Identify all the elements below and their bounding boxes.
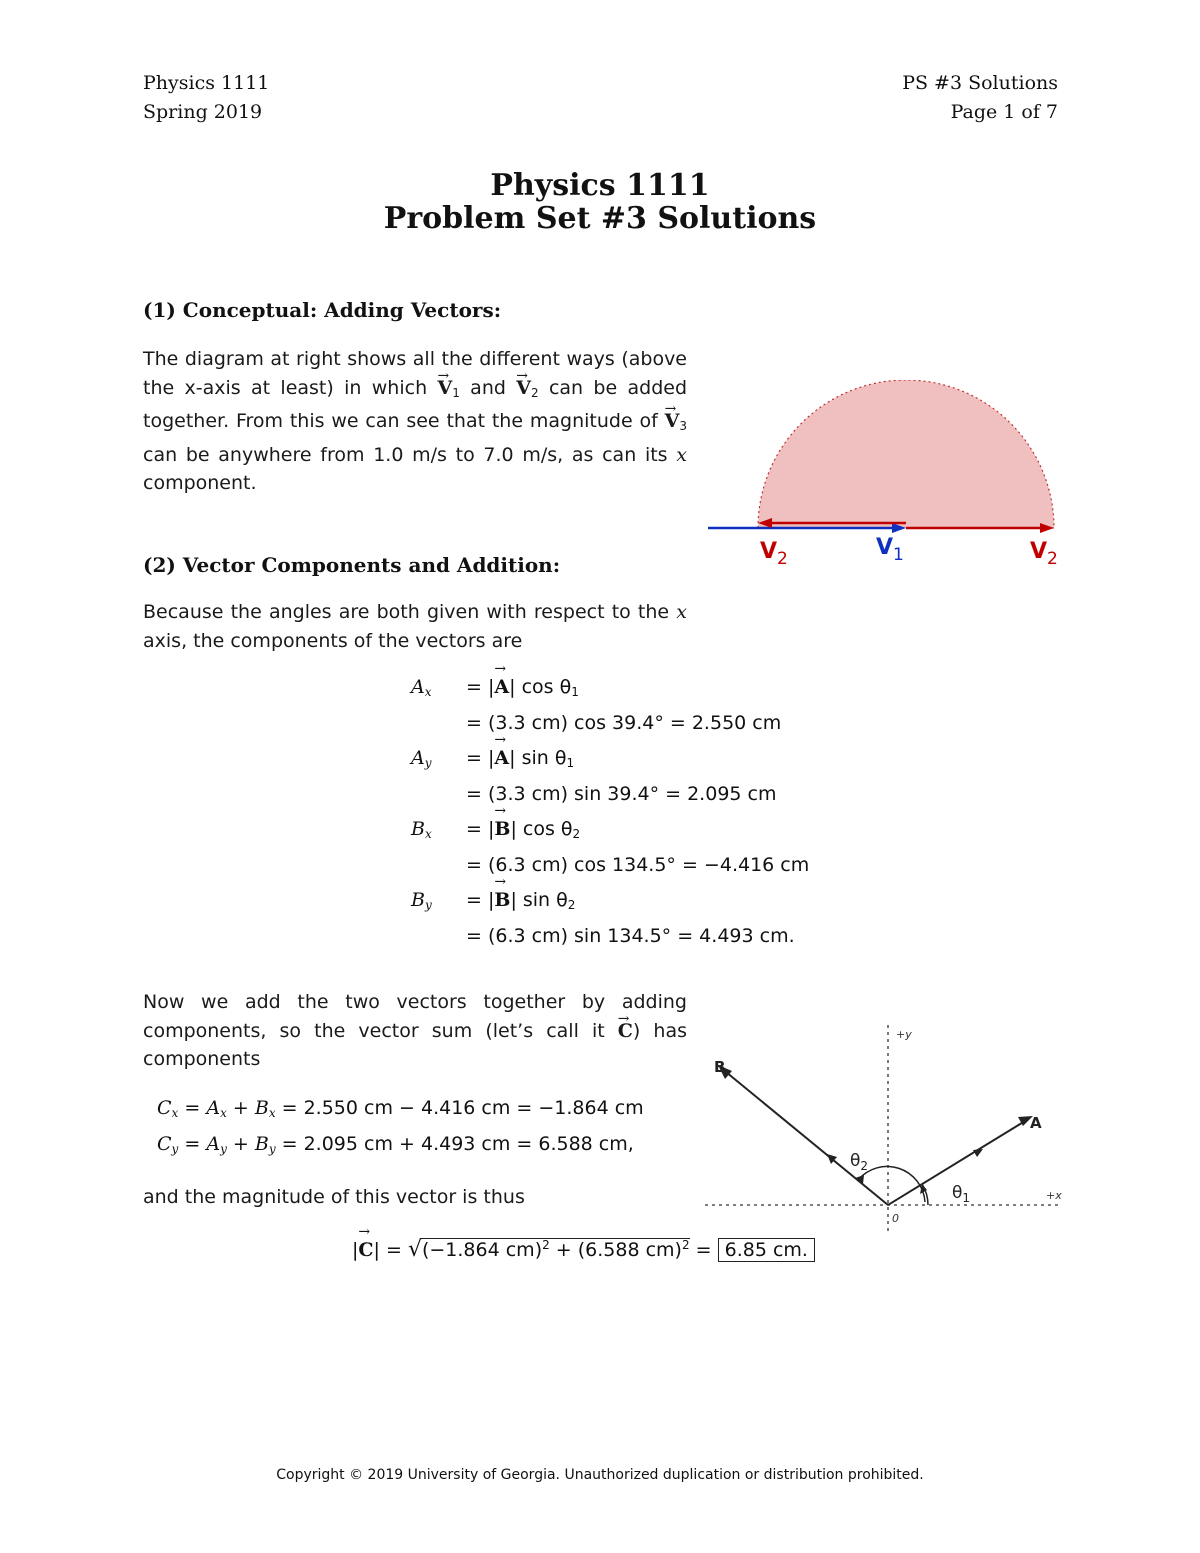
s1-text-d: can be anywhere from 1.0 m/s to 7.0 m/s, as can its	[143, 443, 677, 466]
vector-v2	[516, 377, 531, 399]
s1-text-e: component.	[143, 472, 257, 494]
page-title	[0, 169, 1200, 235]
title-line-1: Physics 1111	[490, 168, 710, 203]
magnitude-intro: and the magnitude of this vector is thus	[143, 1186, 525, 1208]
sqrt-sign: √	[407, 1237, 422, 1262]
components-diagram	[700, 1020, 1070, 1240]
copyright-footer: Copyright © 2019 University of Georgia. Unauthorized duplication or distribution prohibited.	[276, 1467, 924, 1483]
label-plus-x: +x	[1046, 1189, 1062, 1202]
v1-letter: V	[437, 376, 453, 399]
vector-b-line	[726, 1072, 888, 1205]
label-a: A	[1030, 1114, 1042, 1132]
label-v2-right: $V_2$	[1030, 539, 1058, 569]
s1-text-b: and	[459, 376, 517, 399]
title-line-2: Problem Set #3 Solutions	[383, 201, 817, 236]
section-2-text	[143, 598, 687, 655]
vector-addition-diagram	[700, 380, 1070, 580]
doc-title: PS #3 Solutions	[902, 72, 1058, 94]
label-v2-left: $V_2$	[760, 539, 788, 569]
vector-v1	[437, 377, 452, 399]
eq-cx: $C_x = A_x + B_x = 2.550$ cm − 4.416 cm = −1.864 cm	[157, 1097, 644, 1120]
page-number: Page 1 of 7	[950, 101, 1058, 123]
v2-sub: 2	[531, 385, 539, 400]
x-symbol-2: x	[676, 601, 687, 623]
eq-cy: $C_y = A_y + B_y = 2.095$ cm + 4.493 cm = 6.588 cm,	[157, 1133, 634, 1156]
c-letter: C	[617, 1019, 633, 1042]
s2-text-b: axis, the components of the vectors are	[143, 629, 523, 652]
section-1-text	[143, 345, 687, 498]
label-origin: 0	[892, 1212, 899, 1225]
s1-text-a: The diagram at right shows all the different ways (above the x-axis at least) in which	[143, 348, 687, 399]
section-2-heading: (2) Vector Components and Addition:	[143, 553, 561, 577]
header-right	[902, 69, 1058, 127]
theta2-arc	[858, 1166, 925, 1202]
label-theta1: $\theta_1$	[952, 1183, 971, 1205]
header-left	[143, 69, 269, 127]
label-b: B	[714, 1058, 726, 1076]
x-symbol: x	[676, 443, 687, 466]
label-v1: $V_1$	[876, 535, 904, 565]
section-1-heading: (1) Conceptual: Adding Vectors:	[143, 298, 502, 322]
term: Spring 2019	[143, 101, 263, 123]
v1-sub: 1	[452, 385, 460, 400]
vector-sum-text	[143, 988, 687, 1074]
label-theta2: $\theta_2$	[850, 1151, 869, 1173]
v2-letter: V	[516, 376, 531, 399]
label-plus-y: +y	[896, 1028, 912, 1041]
s2-text-a: Because the angles are both given with respect to the	[143, 601, 677, 623]
v3-letter: V	[664, 410, 680, 432]
component-equations: $A_x$ = |→ A| $\cos \theta_1$ = (3.3 cm) cos 39.4° = 2.550 cm $A_y$ = |→ A| $\sin \theta_1$ = (3.3 cm) sin 39.4° = 2.095 cm $B_x$ = |→ B| $\cos \theta_2$ = (6.3 cm) cos 134.5° = −4.416 cm $B_y$ = |→ B| $\sin \theta_2$ = (6.3 cm) sin 134.5° = 4.493 cm.	[411, 676, 831, 966]
vector-c	[618, 1020, 633, 1042]
course-name: Physics 1111	[143, 72, 270, 94]
s2b-text-b: ) has components	[143, 1019, 687, 1070]
semicircle-region	[758, 380, 1054, 528]
result-box: 6.85 cm.	[718, 1238, 815, 1262]
magnitude-equation: |→ C| = √(−1.864 cm)$^2$ + (6.588 cm)$^2$ = 6.85 cm.	[352, 1237, 815, 1262]
vector-v3	[665, 410, 680, 432]
s2b-text-a: Now we add the two vectors together by adding components, so the vector sum (let’s call it	[143, 991, 687, 1042]
s1-text-c: can be added together. From this we can see that the magnitude of	[143, 376, 688, 432]
v3-sub: 3	[679, 419, 687, 433]
